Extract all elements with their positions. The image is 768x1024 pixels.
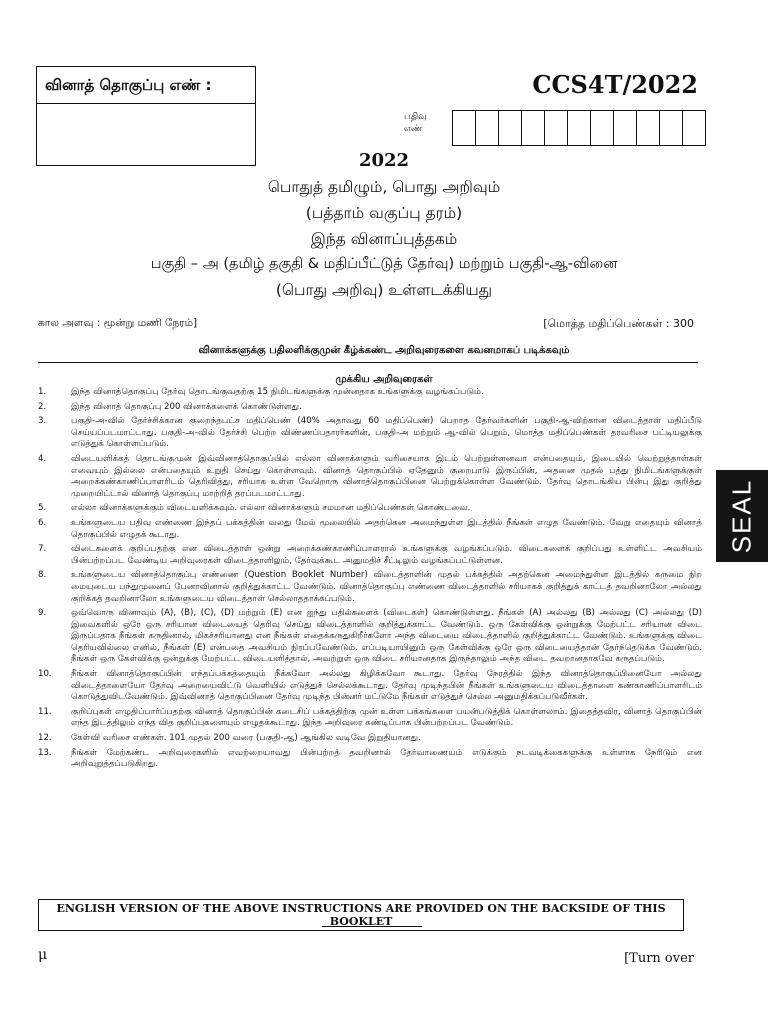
register-digit-box — [660, 111, 683, 145]
title-line-1: பொதுத் தமிழும், பொது அறிவும் — [267, 178, 501, 196]
instruction-text: பகுதி-அ-வில் தேர்ச்சிக்கான குறைந்தபட்ச மதிப்பெண் (40% அதாவது 60 மதிப்பெண்) பெறாத தேர்வர்களின் பகுதி-ஆ-விற்கான விடைத்தாள் மதிப்பீடு செய்யப்படமாட்டாது. பகுதி-அ-வில் தேர்ச்சி பெற்ற விண்ணப்பதாரர்களின், பகுதி-அ மற்றும் ஆ-வில் பெறும், மொத்த மதிப்பெண்கள் தரவரிசை பட்டியலுக்கு எடுத்துக் கொள்ளப்படும். — [71, 416, 702, 450]
register-number-boxes — [452, 110, 706, 146]
register-digit-box — [637, 111, 660, 145]
instruction-number: 9. — [38, 608, 47, 619]
instruction-number: 4. — [38, 453, 47, 464]
instruction-item — [38, 570, 702, 605]
register-number-label: பதிவு எண் — [404, 112, 427, 134]
register-digit-box — [614, 111, 637, 145]
divider — [38, 362, 698, 363]
instruction-text: உங்களுடைய வினாத்தொகுப்பு எண்ணை (Question Booklet Number) விடைத்தாளின் முதல் பக்கத்தில் அதற்கென அமைந்துள்ள இடத்தில் கருமை நிற மையுடைய பந்துமுனைப் பேனாவினால் குறித்துக்காட்ட வேண்டும். வினாத்தொகுப்பு எண்ணை விடைத்தாளில் சரியாகக் குறித்துக் காட்டத் தவறினாலோ அல்லது குறிக்கத் தவறினாலோ உங்களுடைய விடைத்தாள் செல்லாததாக்கப்படும். — [71, 570, 702, 604]
instruction-number: 1. — [38, 387, 47, 397]
instruction-text: கேள்வி வரிசை எண்கள். 101 முதல் 200 வரை (பகுதி-ஆ) ஆங்கில வடிவே இறுதியானது. — [71, 733, 421, 744]
register-digit-box — [683, 111, 705, 145]
instruction-text: விடையளிக்கத் தொடங்குமுன் இவ்வினாத்தொகுப்பில் எல்லா வினாக்களும் வரிசையாக இடம் பெற்றுள்ளனவா என்பதையும், இடையில் வெற்றுத்தாள்கள் எவையும் இல்லை என்பதையும் உறுதி செய்து கொள்ளவும். வினாத் தொகுப்பில் ஏதேனும் குறைபாடு இருப்பின், அதனை முதல் பத்து நிமிடங்களுக்குள் அறைக்கண்காணிப்பாளரிடம் தெரிவித்து, சரியாக உள்ள வேறொரு வினாத்தொகுப்பினை பெற்றுக்கொள்ள வேண்டும். தேர்வு தொடங்கிய பின்பு இது குறித்து முறையிட்டால் வினாத் தொகுப்பு மாற்றித் தரப்படமாட்டாது. — [71, 453, 702, 499]
instruction-text: விடைகளைக் குறிப்பதற்கு என விடைத்தாள் ஒன்று அறைக்கண்காணிப்பாளரால் உங்களுக்கு வழங்கப்படும். விடைகளைக் குறிப்பது உள்ளிட்ட அவசியம் பின்பற்றப்பட வேண்டிய அறிவுரைகள் விடைத்தாளிலும், தேர்வுக்கூட அனுமதிச் சீட்டிலும் வழங்கப்பட்டுள்ளன. — [71, 544, 702, 566]
register-digit-box — [568, 111, 591, 145]
instruction-number: 5. — [38, 503, 47, 514]
important-instructions-title: முக்கிய அறிவுரைகள் — [335, 374, 433, 385]
instruction-item — [38, 748, 702, 771]
title-line-4: பகுதி – அ (தமிழ் தகுதி & மதிப்பீட்டுத் தேர்வு) மற்றும் பகுதி-ஆ-வினை — [150, 256, 618, 272]
english-version-note: ENGLISH VERSION OF THE ABOVE INSTRUCTIONS ARE PROVIDED ON THE BACKSIDE OF THIS BOOKLET — [38, 899, 684, 931]
instruction-text: நீங்கள் வினாத்தொகுப்பின் எந்தப்பக்கத்தையும் நீக்கவோ அல்லது கிழிக்கவோ கூடாது. தேர்வு நேரத்தில் இந்த வினாத்தொகுப்பினையோ அல்லது விடைத்தாளையோ தேர்வு அறையைவிட்டு வெளியில் எடுத்துச் செல்லக்கூடாது. தேர்வு முடிந்தபின் நீங்கள் உங்களுடைய விடைத்தாளை கண்காணிப்பாளரிடம் கொடுத்துவிடவேண்டும். இவ்வினாத் தொகுப்பினை தேர்வு முடிந்த பின்னர் மட்டுமே நீங்கள் எடுத்துச் செல்ல அனுமதிக்கப்படுவீர்கள். — [71, 669, 702, 703]
divider — [322, 926, 422, 927]
instruction-text: குறிப்புகள் எழுதிப்பார்ப்பதற்கு வினாத் தொகுப்பின் கடைசிப் பக்கத்திற்கு முன் உள்ள பக்கங்களை பயன்படுத்திக் கொள்ளலாம். இதைத்தவிர, வினாத் தொகுப்பின் எந்த இடத்திலும் எந்த வித குறிப்புகளையும் எழுதக்கூடாது. இந்த அறிவுரை கண்டிப்பாக பின்பற்றப்பட வேண்டும். — [71, 706, 702, 729]
instruction-number: 7. — [38, 544, 47, 555]
instruction-item — [38, 733, 702, 745]
instruction-item — [38, 608, 702, 666]
instruction-item — [38, 544, 702, 567]
instruction-item — [38, 503, 702, 515]
read-instruction: வினாக்களுக்கு பதிலளிக்குமுன் கீழ்க்கண்ட அறிவுரைகளை கவனமாகப் படிக்கவும் — [198, 345, 570, 356]
exam-code: CCS4T/2022 — [532, 70, 698, 99]
register-digit-box — [476, 111, 499, 145]
register-digit-box — [453, 111, 476, 145]
instruction-text: நீங்கள் மேற்கண்ட அறிவுரைகளில் எவற்றையாவது பின்பற்றத் தவறினால் தேர்வாணையம் எடுக்கும் நடவடிக்கைகளுக்கு உள்ளாக நேரிடும் என அறிவுறுத்தப்படுகிறது. — [71, 747, 702, 770]
instruction-item — [38, 454, 702, 500]
title-line-3: இந்த வினாப்புத்தகம் — [310, 230, 458, 248]
instruction-text: இந்த வினாத்தொகுப்பு தேர்வு தொடங்குவதற்கு 15 நிமிடங்களுக்கு முன்னதாக உங்களுக்கு வழங்கப்படும். — [71, 387, 484, 397]
register-digit-box — [522, 111, 545, 145]
instruction-item — [38, 518, 702, 541]
instruction-number: 13. — [38, 747, 52, 758]
instruction-item — [38, 707, 702, 730]
register-digit-box — [499, 111, 522, 145]
page-mark: μ — [38, 947, 48, 963]
instruction-text: ஒவ்வொரு வினாவும் (A), (B), (C), (D) மற்றும் (E) என ஐந்து பதில்களைக் (விடைகள்) கொண்டுள்ளது. நீங்கள் (A) அல்லது (B) அல்லது (C) அல்லது (D) இவைகளில் ஒரே ஒரு சரியான விடையைத் தெரிவு செய்து விடைத்தாளில் குறித்துக்காட்ட வேண்டும். ஒரு கேள்விக்கு ஒன்றுக்கு மேற்பட்ட சரியான விடை இருப்பதாக நீங்கள் கருதினால், மிகச்சரியானது என நீங்கள் எதைக்கருதுகிறீர்களோ அந்த விடையை விடைத்தாளில் குறித்துக்காட்ட வேண்டும். உங்களுக்கு விடை தெரியவில்லை எனில், நீங்கள் (E) என்பதை அவசியம் நிரப்பவேண்டும். எப்படியாயினும் ஒரு கேள்விக்கு ஒரே ஒரு விடையைத்தான் தேர்ந்தெடுக்க வேண்டும். நீங்கள் ஒரு கேள்விக்கு ஒன்றுக்கு மேற்பட்ட விடையளித்தால், அவற்றுள் ஒரு விடை சரியானதாக இருந்தாலும் அந்த விடை தவறானதாகவே கருதப்படும். — [71, 608, 702, 665]
register-digit-box — [545, 111, 568, 145]
instruction-number: 12. — [38, 733, 52, 744]
instruction-number: 2. — [38, 401, 47, 412]
title-line-5: (பொது அறிவு) உள்ளடக்கியது — [275, 281, 493, 299]
instruction-item — [38, 669, 702, 704]
time-duration: கால அளவு : மூன்று மணி நேரம்] — [38, 317, 198, 329]
total-marks: [மொத்த மதிப்பெண்கள் : 300 — [543, 317, 694, 330]
instruction-item — [38, 416, 702, 451]
instruction-text: இந்த வினாத் தொகுப்பு 200 வினாக்களைக் கொண்டுள்ளது. — [71, 401, 302, 412]
seal-tab — [716, 470, 768, 562]
booklet-number-label: வினாத் தொகுப்பு எண் : — [37, 67, 255, 104]
instruction-text: உங்களுடைய பதிவு எண்ணை இந்தப் பக்கத்தின் வலது மேல் மூலையில் அதற்கென அமைந்துள்ள இடத்தில் நீங்கள் எழுத வேண்டும். வேறு எதையும் வினாத் தொகுப்பில் எழுதக் கூடாது. — [71, 517, 702, 540]
instruction-item — [38, 402, 702, 414]
instruction-number: 11. — [38, 706, 52, 717]
instruction-number: 10. — [38, 669, 52, 680]
exam-year: 2022 — [358, 150, 410, 171]
instruction-number: 8. — [38, 570, 47, 581]
instructions-list — [38, 387, 702, 774]
instruction-number: 6. — [38, 517, 47, 528]
seal-label: SEAL — [726, 478, 757, 554]
instruction-number: 3. — [38, 416, 47, 427]
instruction-text: எல்லா வினாக்களுக்கும் விடையளிக்கவும். எல்லா வினாக்களும் சமமான மதிப்பெண்கள் கொண்டவை. — [71, 503, 471, 514]
title-line-2: (பத்தாம் வகுப்பு தரம்) — [305, 204, 463, 222]
register-digit-box — [591, 111, 614, 145]
instruction-item — [38, 387, 702, 399]
turn-over-label: [Turn over — [624, 951, 694, 966]
